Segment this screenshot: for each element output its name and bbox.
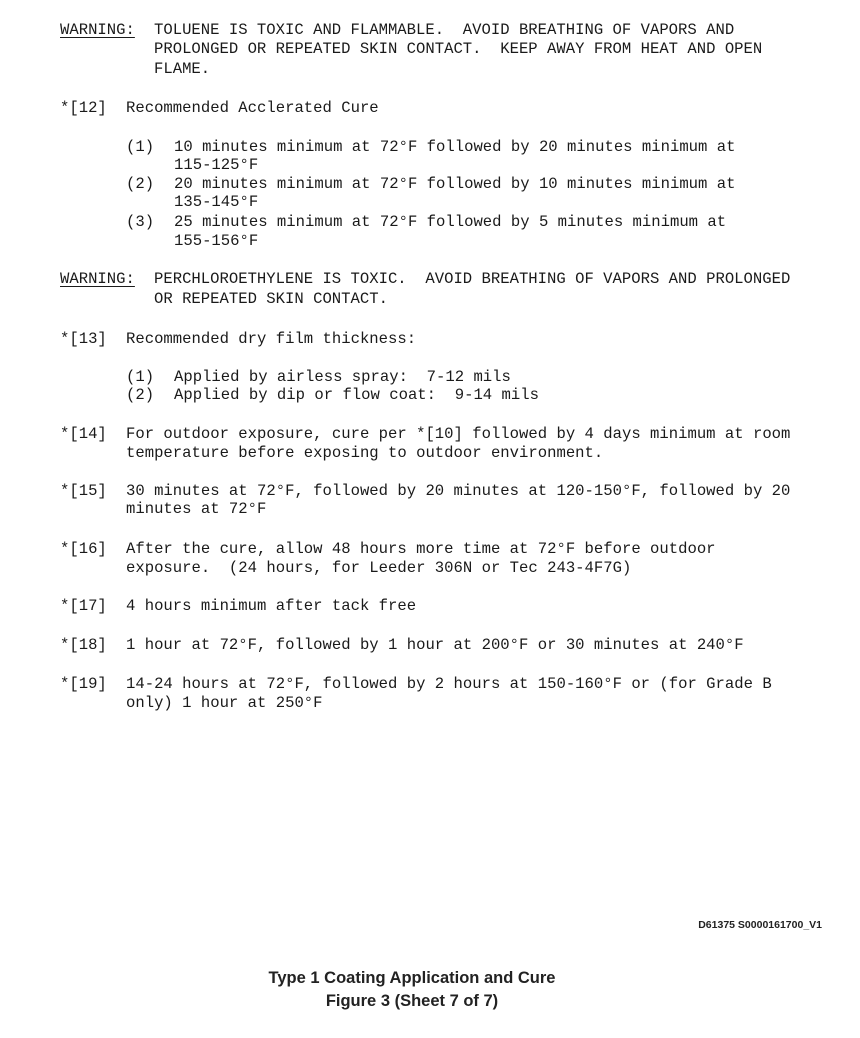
note-title: Recommended Acclerated Cure [126,99,379,117]
list-item-number: (1) [126,368,155,386]
note-text: 4 hours minimum after tack free [126,597,417,615]
list-item-text: Applied by airless spray: 7-12 mils [174,368,511,386]
note-12 [0,93,860,371]
note-tag: *[13] [60,330,107,348]
note-text: exposure. (24 hours, for Leeder 306N or Tec 243-4F7G) [126,559,632,577]
note-text: temperature before exposing to outdoor environment. [126,444,604,462]
list-item-number: (2) [126,175,155,193]
note-tag: *[12] [60,99,107,117]
note-text: 14-24 hours at 72°F, followed by 2 hours at 150-160°F or (for Grade B [126,675,772,693]
note-tag: *[15] [60,482,107,500]
list-item-text: 115-125°F [174,156,259,174]
note-text: 30 minutes at 72°F, followed by 20 minutes at 120-150°F, followed by 20 [126,482,791,500]
list-item-number: (2) [126,386,155,404]
note-tag: *[14] [60,425,107,443]
note-title: Recommended dry film thickness: [126,330,417,348]
reference-id: D61375 S0000161700_V1 [698,919,822,931]
note-text: minutes at 72°F [126,500,267,518]
warning-line: OR REPEATED SKIN CONTACT. [154,290,388,308]
list-item-text: 135-145°F [174,193,259,211]
note-tag: *[16] [60,540,107,558]
caption-sheet: Figure 3 (Sheet 7 of 7) [325,992,499,1010]
note-text: only) 1 hour at 250°F [126,694,323,712]
list-item-number: (3) [126,213,155,231]
list-item-number: (1) [126,138,155,156]
warning-line: PERCHLOROETHYLENE IS TOXIC. AVOID BREATHING OF VAPORS AND PROLONGED [154,270,791,288]
list-item-text: 25 minutes minimum at 72°F followed by 5 minutes minimum at [174,213,727,231]
warning-line: PROLONGED OR REPEATED SKIN CONTACT. KEEP AWAY FROM HEAT AND OPEN [154,40,763,58]
list-item-text: 20 minutes minimum at 72°F followed by 10 minutes minimum at [174,175,736,193]
warning-label: WARNING: [60,270,135,288]
list-item-text: Applied by dip or flow coat: 9-14 mils [174,386,539,404]
note-text: For outdoor exposure, cure per *[10] followed by 4 days minimum at room [126,425,791,443]
note-tag: *[19] [60,675,107,693]
list-item-text: 155-156°F [174,232,259,250]
note-text: 1 hour at 72°F, followed by 1 hour at 200°F or 30 minutes at 240°F [126,636,744,654]
caption-title: Type 1 Coating Application and Cure [268,969,556,987]
warning-line: FLAME. [154,60,211,78]
note-tag: *[18] [60,636,107,654]
warning-label: WARNING: [60,21,135,39]
list-item-text: 10 minutes minimum at 72°F followed by 20 minutes minimum at [174,138,736,156]
note-tag: *[17] [60,597,107,615]
note-text: After the cure, allow 48 hours more time at 72°F before outdoor [126,540,716,558]
warning-line: TOLUENE IS TOXIC AND FLAMMABLE. AVOID BREATHING OF VAPORS AND [154,21,735,39]
warning-toluene [0,0,860,93]
